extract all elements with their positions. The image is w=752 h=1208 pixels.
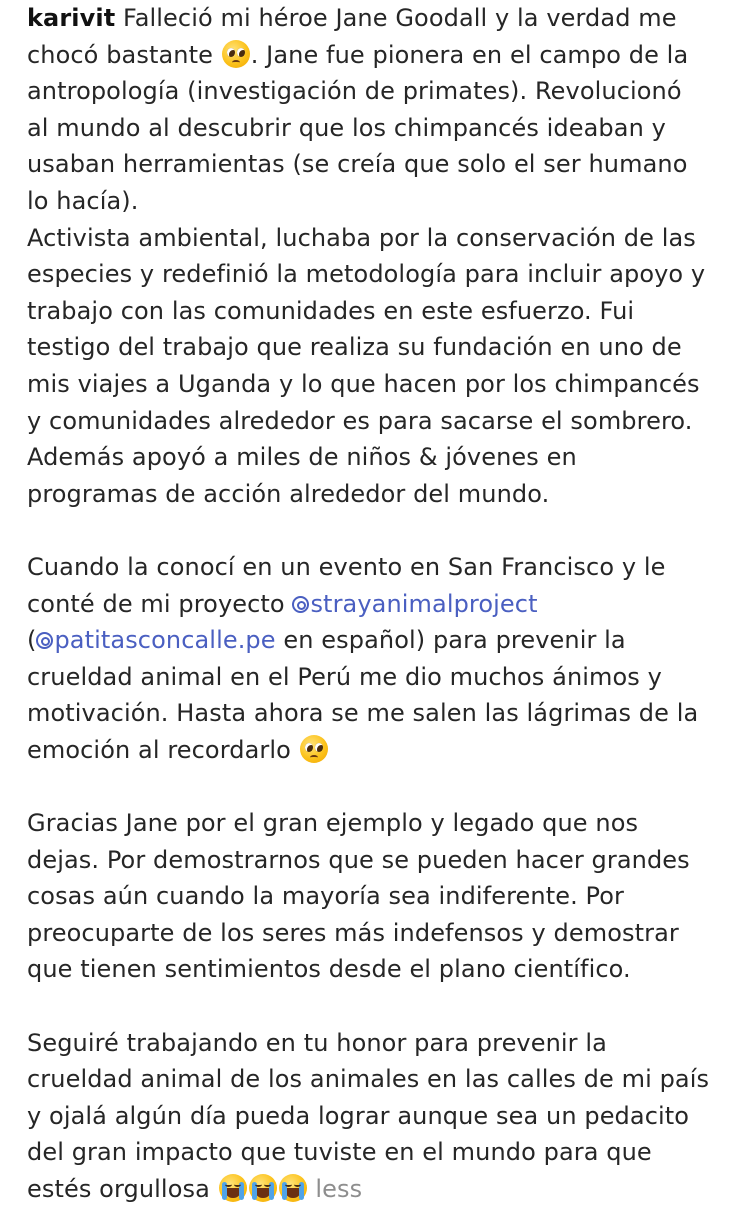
caption-line: cosas aún cuando la mayoría sea indiferente. Por — [27, 882, 625, 911]
caption-line: que tienen sentimientos desde el plano científico. — [27, 955, 631, 984]
loudly-crying-face-emoji — [219, 1174, 247, 1202]
paragraph-break — [27, 768, 730, 805]
loudly-crying-face-emoji — [279, 1174, 307, 1202]
caption-line: especies y redefinió la metodología para incluir apoyo y — [27, 260, 706, 289]
caption-line: conté de mi proyecto strayanimalproject — [27, 589, 538, 618]
caption-line: karivit Falleció mi héroe Jane Goodall y la verdad me — [27, 4, 677, 32]
paragraph-break — [27, 988, 730, 1025]
threads-icon — [292, 596, 309, 613]
threads-icon — [36, 632, 53, 649]
caption-line: preocuparte de los seres más indefensos y demostrar — [27, 918, 679, 947]
caption-line: usaban herramientas (se creía que solo el ser humano — [27, 150, 688, 179]
pleading-face-emoji — [222, 40, 250, 68]
caption-line: programas de acción alrededor del mundo. — [27, 479, 550, 508]
caption-line: Cuando la conocí en un evento en San Francisco y le — [27, 552, 666, 581]
mention-link-strayanimalproject[interactable]: strayanimalproject — [292, 590, 537, 618]
caption-line: lo hacía). — [27, 186, 139, 215]
caption-line: y ojalá algún día pueda lograr aunque sea un pedacito — [27, 1101, 690, 1130]
caption-line: motivación. Hasta ahora se me salen las lágrimas de la — [27, 699, 699, 728]
caption-line: Activista ambiental, luchaba por la conservación de las — [27, 223, 696, 252]
loudly-crying-face-emoji — [249, 1174, 277, 1202]
username-link[interactable]: karivit — [27, 4, 116, 32]
caption-line: antropología (investigación de primates). Revolucionó — [27, 77, 682, 106]
caption-line: ( patitasconcalle.pe en español) para prevenir la — [27, 626, 626, 655]
caption-line: Además apoyó a miles de niños & jóvenes en — [27, 443, 577, 472]
caption-line: trabajo con las comunidades en este esfuerzo. Fui — [27, 296, 635, 325]
caption-line: crueldad animal en el Perú me dio muchos ánimos y — [27, 662, 662, 691]
caption-line: estés orgullosa less — [27, 1175, 363, 1203]
mention-link-patitasconcalle[interactable]: patitasconcalle.pe — [36, 626, 275, 654]
caption-line: crueldad animal de los animales en las calles de mi país — [27, 1065, 710, 1094]
caption-line: testigo del trabajo que realiza su fundación en uno de — [27, 333, 682, 362]
caption-line: chocó bastante . Jane fue pionera en el campo de la — [27, 40, 689, 69]
caption-line: al mundo al descubrir que los chimpancés ideaban y — [27, 113, 666, 142]
pleading-face-emoji — [300, 735, 328, 763]
caption-line: emoción al recordarlo — [27, 732, 730, 769]
caption-line: Gracias Jane por el gran ejemplo y legado que nos — [27, 809, 639, 838]
caption-line: del gran impacto que tuviste en el mundo para que — [27, 1138, 652, 1167]
caption-line: mis viajes a Uganda y lo que hacen por los chimpancés — [27, 369, 700, 398]
less-button[interactable]: less — [315, 1175, 363, 1203]
caption-line: y comunidades alrededor es para sacarse el sombrero. — [27, 406, 693, 435]
caption-line: Seguiré trabajando en tu honor para prevenir la — [27, 1028, 607, 1057]
paragraph-break — [27, 512, 730, 549]
caption-line: dejas. Por demostrarnos que se pueden hacer grandes — [27, 845, 690, 874]
